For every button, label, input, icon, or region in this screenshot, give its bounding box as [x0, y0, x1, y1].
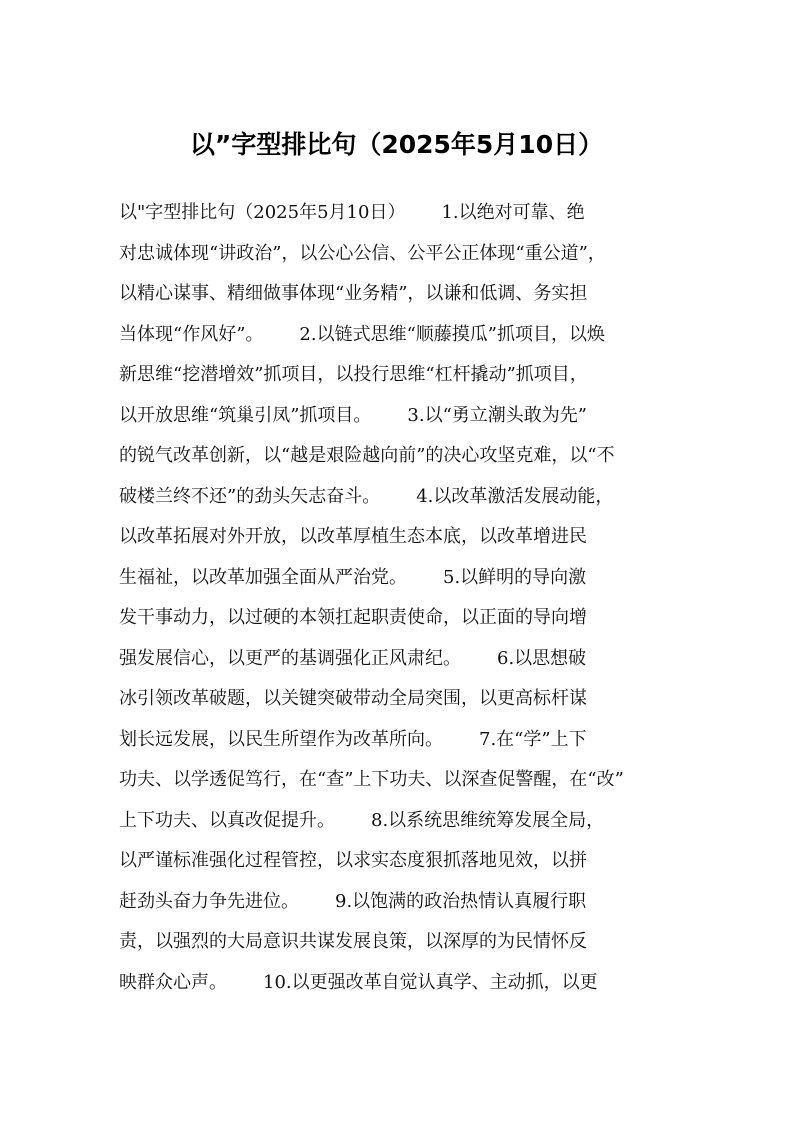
body-line: 以开放思维“筑巢引凤”抓项目。 3.以“勇立潮头敢为先”	[119, 404, 587, 426]
body-line: 责，以强烈的大局意识共谋发展良策，以深厚的为民情怀反	[119, 931, 587, 952]
body-line: 的锐气改革创新，以“越是艰险越向前”的决心攻坚克难，以“不	[119, 445, 615, 466]
body-line: 划长远发展，以民生所望作为改革所向。 7.在“学”上下	[119, 728, 587, 750]
body-line: 生福祉，以改革加强全面从严治党。 5.以鲜明的导向激	[119, 566, 587, 588]
body-line: 新思维“挖潜增效”抓项目，以投行思维“杠杆撬动”抓项目，	[119, 364, 588, 385]
body-line: 映群众心声。 10.以更强改革自觉认真学、主动抓，以更	[119, 971, 598, 993]
body-line: 发干事动力，以过硬的本领扛起职责使命，以正面的导向增	[119, 607, 587, 628]
body-line: 功夫、以学透促笃行，在“查”上下功夫、以深查促警醒，在“改”	[119, 769, 624, 790]
body-line: 对忠诚体现“讲政治”，以公心公信、公平公正体现“重公道”，	[119, 242, 606, 264]
document-title: 以”字型排比句（2025年5月10日）	[189, 130, 604, 159]
body-line: 赶劲头奋力争先进位。 9.以饱满的政治热情认真履行职	[119, 890, 587, 912]
body-line: 破楼兰终不还”的劲头矢志奋斗。 4.以改革激活发展动能，	[119, 485, 614, 507]
document-body	[119, 193, 675, 1003]
body-line: 以改革拓展对外开放，以改革厚植生态本底，以改革增进民	[119, 526, 587, 547]
body-line: 当体现“作风好”。 2.以链式思维“顺藤摸瓜”抓项目，以焕	[119, 323, 605, 345]
body-line: 上下功夫、以真改促提升。 8.以系统思维统筹发展全局，	[119, 809, 605, 831]
body-line: 以严谨标准强化过程管控，以求实态度狠抓落地见效，以拼	[119, 850, 587, 871]
body-line: 强发展信心，以更严的基调强化正风肃纪。 6.以思想破	[119, 647, 587, 669]
body-line: 以精心谋事、精细做事体现“业务精”，以谦和低调、务实担	[119, 283, 588, 304]
body-line: 以"字型排比句（2025年5月10日） 1.以绝对可靠、绝	[119, 202, 585, 223]
body-line: 冰引领改革破题，以关键突破带动全局突围，以更高标杆谋	[119, 688, 587, 709]
